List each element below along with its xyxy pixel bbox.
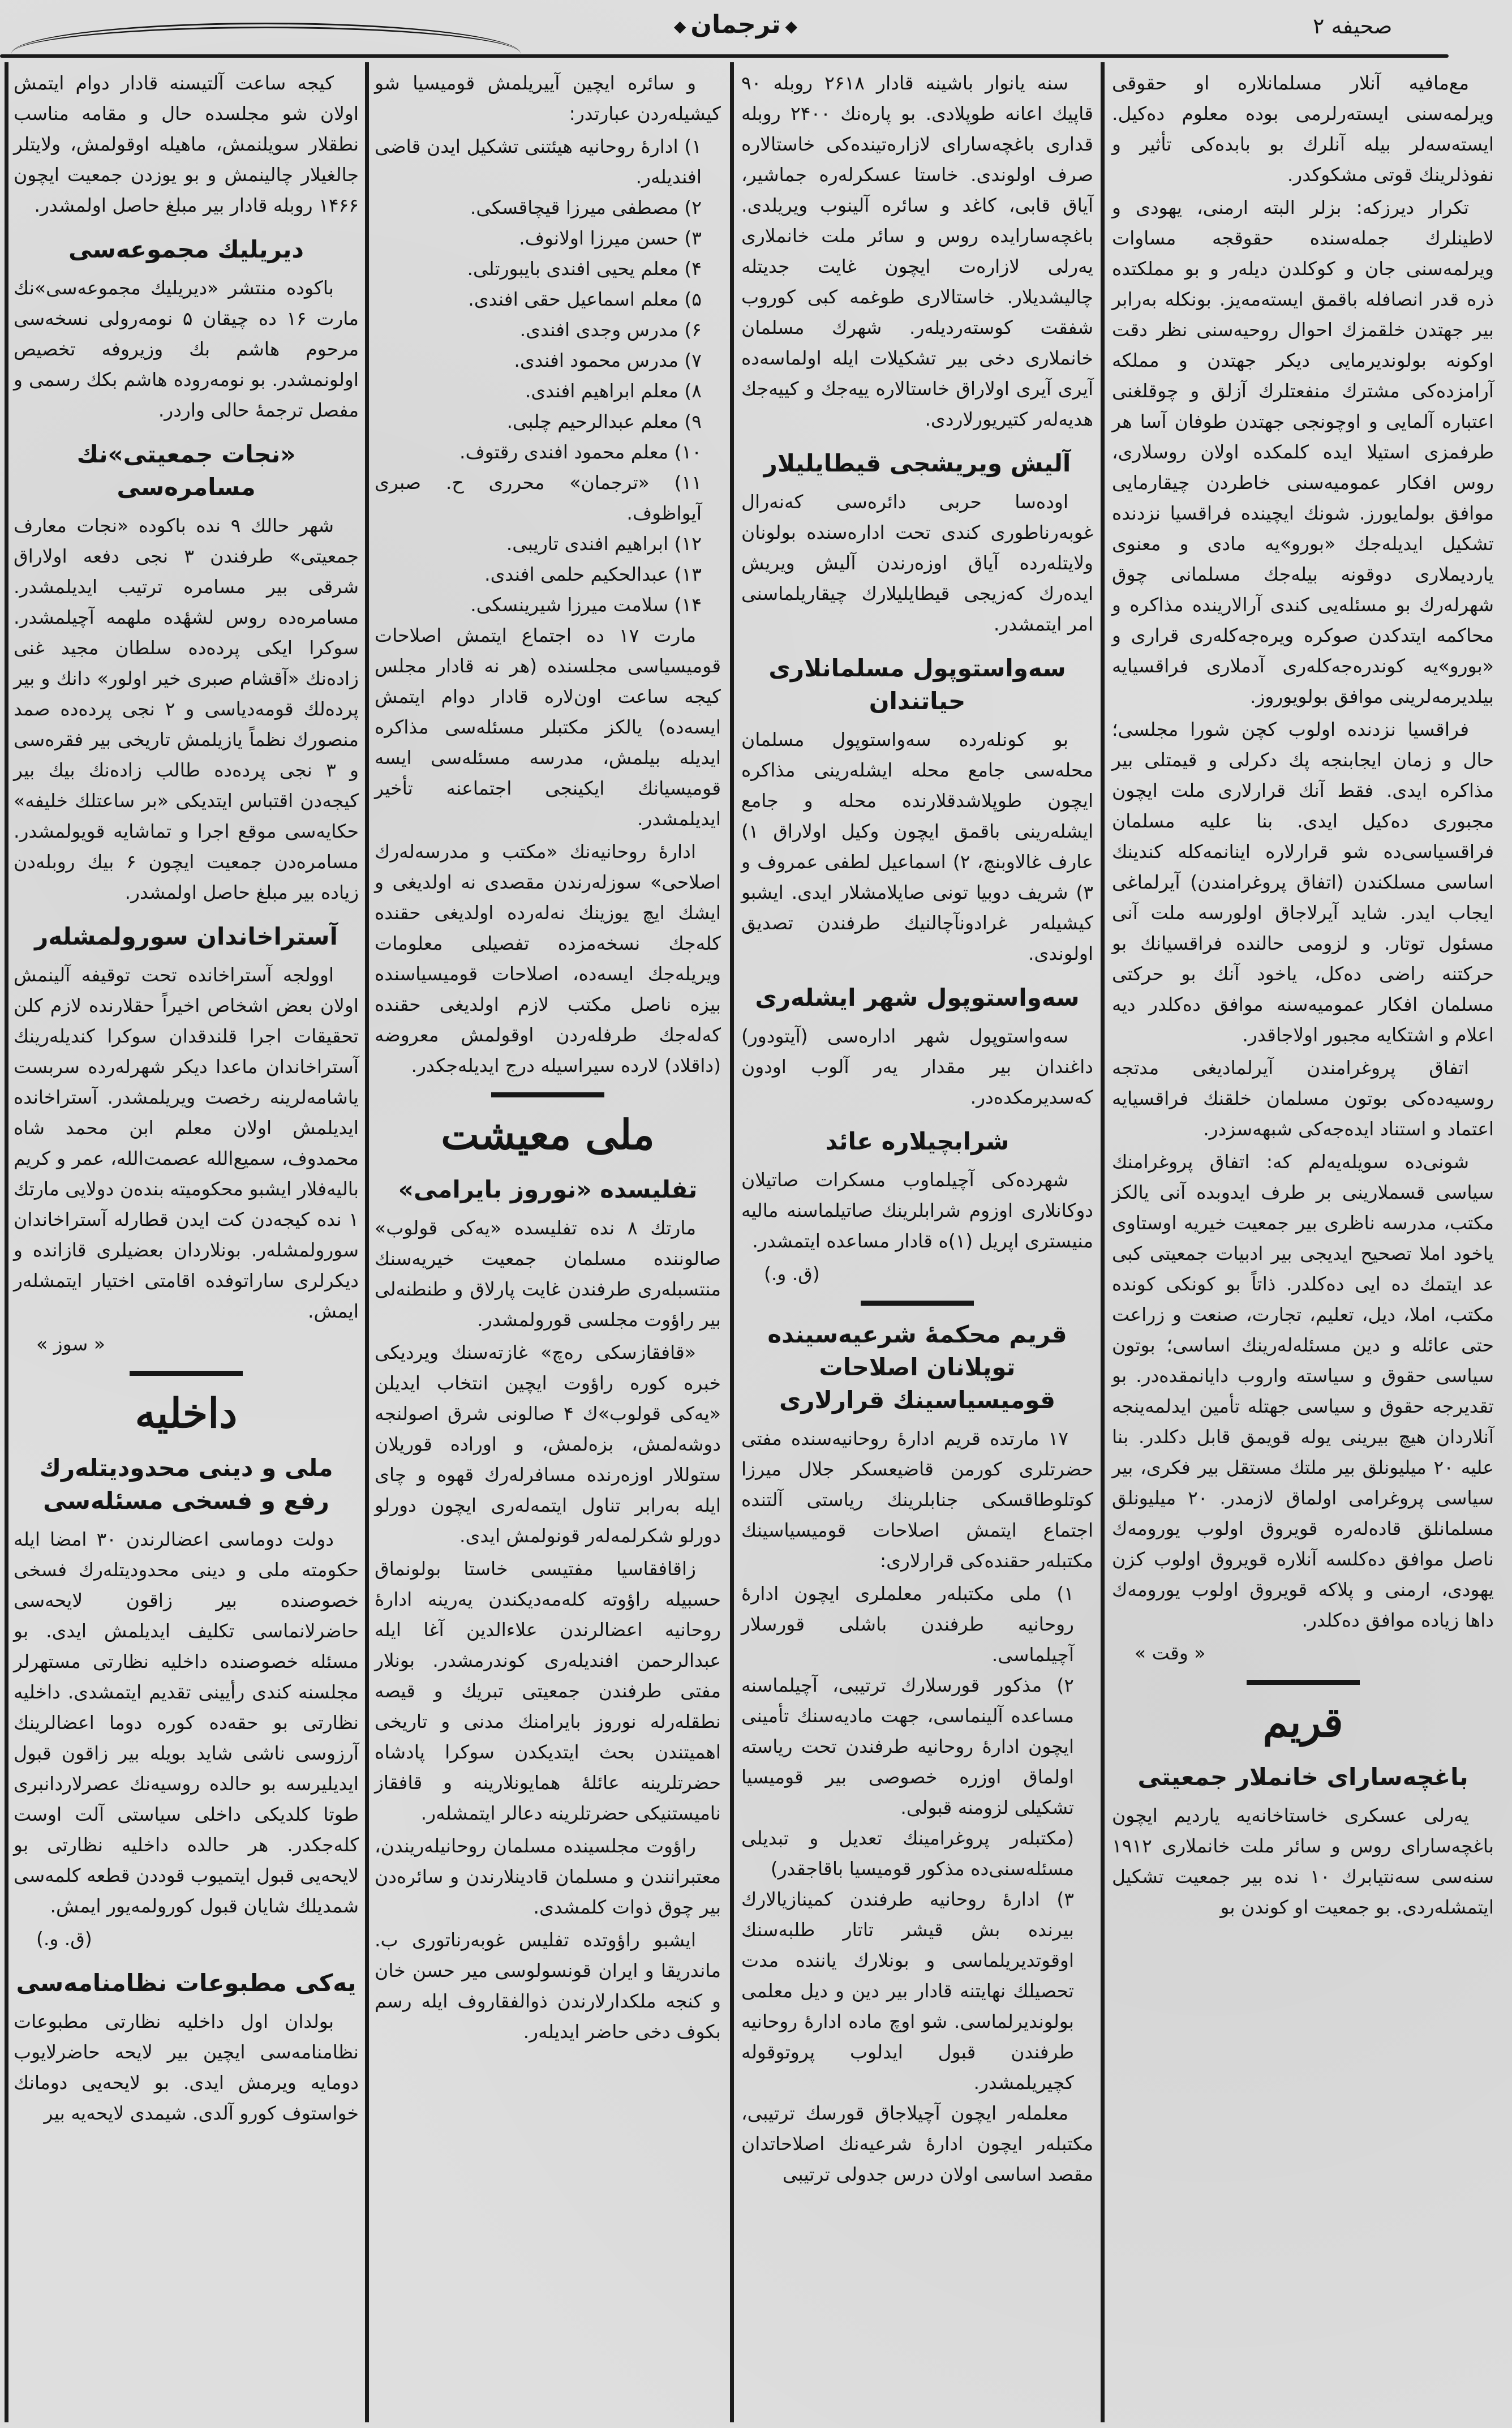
list-item: ۱۳) عبدالحکیم حلمی افندی.	[484, 563, 702, 585]
article-paragraph: سه‌واستوپول شهر اداره‌سی (آیتودور) داغندان بیر مقدار یه‌ر آلوب اودون که‌سدیرمکده‌در.	[741, 1025, 1093, 1108]
list-item: ۱۴) سلامت میرزا شیرینسکی.	[470, 594, 702, 616]
list-item: ۱۰) معلم محمود افندی رقتوف.	[459, 441, 702, 463]
article-heading: ملی و دینی محدودیتله‌رك رفع و فسخی مسئله‌سی	[39, 1454, 333, 1515]
article-heading: یه‌کی مطبوعات نظامنامه‌سی	[16, 1969, 356, 1997]
article-paragraph: ۱۷ مارتده قریم ادارهٔ روحانیه‌سنده مفتی حضرتلری کورمن قاضیعسکر جلال میرزا کوتلوطاقسکی جنابلرینك ریاستی آلتنده اجتماع ایتمش اصلاحات قومیسیاسینك مکتبله‌ر حقنده‌کی قرارلاری:	[741, 1427, 1093, 1572]
section-heading: ملی معیشت	[441, 1110, 655, 1159]
article-paragraph: اوده‌سا حربی دائره‌سی که‌نه‌رال غوبه‌رناطوری کندی تحت اداره‌سنده بولونان ولایتله‌رده آیاق اوزه‌رندن آلیش ویریش ایده‌رك که‌زیجی قیطایلیلارك چیقاریلماسنی امر ایتمشدر.	[741, 491, 1093, 635]
article-heading: آلیش ویریشجی قیطایلیلار	[763, 449, 1071, 477]
list-item: ۲) مصطفی میرزا قیچاقسکی.	[470, 196, 702, 218]
article-paragraph: سنه یانوار باشینه قادار ۲۶۱۸ روبله ۹۰ قاپیك اعانه طوپلادی. بو پاره‌نك ۲۴۰۰ روبله قداری باغچه‌سارای لازارەتینده‌کی خاستالاره صرف اولوندی. خاستا عسکرله‌ره جماشیر، آیاق قابی، کاغد و سائره آلینوب ویریلدی. باغچه‌سارایده روس و سائر ملت خانملاری یه‌رلی لازارەت ایچون غایت جدیتله چالیشدیلار. خاستالاری طوغمه کبی کوروب شفقت کوسته‌ردیلەر. شهرك مسلمان خانملاری دخی بیر تشکیلات ایله اولماسه‌ده آیری آیری اولاراق خاستالاره ییه‌جك و کییه‌جك هدیه‌لەر کتیریورلاردی.	[741, 72, 1093, 430]
column-divider	[365, 62, 369, 2422]
article-paragraph: یه‌رلی عسکری خاستاخانه‌یه یاردیم ایچون باغچه‌سارای روس و سائر ملت خانملاری ۱۹۱۲ سنه‌سی سه‌نتیابرك ۱۰ نده بیر جمعیت تشکیل ایتمشله‌ردی. بو جمعیت او کوندن بو	[1112, 1804, 1494, 1918]
article-heading: قریم محکمهٔ شرعیه‌سینده توپلانان اصلاحات قومیسیاسینك قرارلاری	[767, 1320, 1067, 1414]
section-heading: داخلیه	[135, 1389, 238, 1437]
article-paragraph: تکرار دیرزکه: بزلر البته ارمنی، یهودی و لاطینلرك جمله‌سنده حقوقجه مساوات ویرلمه‌سنی جان و کوکلدن دیلەر و بو مملکتده ذره قدر انصافله باقمق ایسته‌مه‌یز. بونکله بەرابر بیر جهتدن خلقمزك احوال روحیه‌سنی نظر دقت اوکونه بولوندیرمایی دیکر جهتدن و مملکه آرامزده‌کی مشترك منفعتلرك آزلق و چوقلغنی اعتباره آلمایی و اوچونجی جهتدن طوفان آسا هر طرفمزی استیلا ایده کلمکده اولان روسلاری، روس افکار عمومیه‌سنی خاطردن چیقارمایی موافق بولمایورز. شونك ایچینده فراقسیا نزدنده تشکیل ایدیله‌جك «بورو»یه مادی و معنوی یاردیملاری دوقونه بیله‌جك مسلمانی چوق شهرلەرك بو مسئله‌یی کندی آرالارینده مذاکره و محاکمه ایتدکدن صوکره ویره‌جه‌کلەری قراری و «بورو»یه کوندره‌جه‌کلەری آدملاری فراقسیایه بیلدیرمه‌لرینی موافق بولویوروز.	[1112, 196, 1494, 707]
article-paragraph: بولدان اول داخلیه نظارتی مطبوعات نظامنامه‌سی ایچین بیر لایحه حاضرلایوب دومایه ویرمش ایدی. بو لایحه‌یی دومانك خواستوف کورو آلدی. شیمدی لایحه‌یه بیر	[14, 2010, 359, 2124]
article-paragraph: و سائره ایچین آییریلمش قومیسیا شو کیشیله‌ردن عبارتدر:	[375, 72, 721, 125]
column-divider	[5, 62, 8, 2422]
masthead-rule	[0, 54, 1449, 58]
separator-rule	[491, 1092, 604, 1097]
article-paragraph: شهرده‌کی آچیلماوب مسکرات صاتیلان دوکانلاری اوزوم شرابلرینك صاتیلماسنه مالیه منیستری اپریل (۱)ه قادار مساعده ایتمشدر.	[741, 1169, 1093, 1252]
article-paragraph: «قافقازسکی ره‌چ» غازته‌سنك ویردیکی خبره کوره راؤوت ایچین انتخاب ایدیلن «یه‌کی قولوب»ك ۴ صالونی شرق اصولنجه دوشه‌لمش، بزه‌لمش، و اوراده قوریلان ستوللار اوزه‌رنده مسافرله‌رك قهوه و چای ایله بەرابر تناول ایتمه‌له‌ری ایچون دورلو دورلو شکرلمه‌له‌ر قونولمش ایدی.	[375, 1341, 721, 1547]
list-item: ۹) معلم عبدالرحیم چلبی.	[506, 410, 702, 432]
article-paragraph: مارتك ۸ نده تفلیسده «یه‌کی قولوب» صالوننده مسلمان جمعیت خیریه‌سنك منتسبله‌ری طرفندن غایت پارلاق و طنطنه‌لی بیر راؤوت مجلسی قورولمشدر.	[375, 1217, 721, 1331]
article-heading: سه‌واستوپول مسلمانلاری حیاتندان	[768, 654, 1066, 715]
list-item: ۱) ادارهٔ روحانیه هیئتنی تشکیل ایدن قاضی افندیله‌ر.	[375, 135, 702, 188]
masthead	[0, 0, 1512, 62]
newspaper-title: ◆ ترجمان ◆	[668, 10, 804, 39]
article-paragraph: دولت دوماسی اعضالرندن ۳۰ امضا ایله حکومته ملی و دینی محدودیتله‌رك فسخی خصوصنده بیر زاقون لایحه‌سی حاضرلانماسی تکلیف ایدیلمش ایدی. بو مسئله خصوصنده داخلیه نظارتی مستهرلر مجلسنه کندی رأیینی تقدیم ایتمشدی. داخلیه نظارتی بو حقه‌ده کوره دوما اعضالرینك آرزوسی ناشی شاید بویله بیر زاقون قبول ایدیلیرسه بو حالده روسیه‌نك عصرلاردانبری طوتا کلدیکی داخلی سیاستی آلت اوست کله‌جکدر. هر حالده داخلیه نظارتی بو لایحه‌یی قبول ایتمیوب قوددن قطعه کلمه‌سی شمدیلك شایان قبول کورولمه‌یور ایمش.	[14, 1528, 359, 1917]
page-number: صحیفه ۲	[1313, 14, 1393, 38]
article-paragraph: معلمله‌ر ایچون آچیلاجاق قورسك ترتیبی، مکتبله‌ر ایچون ادارهٔ شرعیه‌نك اصلاحاتدان مقصد اساسی اولان درس جدولی ترتیبی	[741, 2102, 1093, 2185]
article-signature: « سوز »	[36, 1333, 105, 1355]
list-item: ۱) ملی مکتبله‌ر معلملری ایچون ادارهٔ روحانیه طرفندن باشلی قورسلار آچیلماسی.	[741, 1582, 1074, 1666]
article-heading: آستراخاندان سورولمشله‌ر	[35, 923, 338, 950]
column-3	[375, 68, 721, 2049]
column-divider	[730, 62, 734, 2422]
article-paragraph: بو کونله‌رده سه‌واستوپول مسلمان محله‌سی جامع محله ایشله‌رینی مذاکره ایچون طوپلاشدقلارنده محله و جامع ایشله‌رینی باقمق ایچون وکیل اولاراق ۱) عارف غالاوبنچ، ۲) اسماعیل لطفی عمروف و ۳) شریف دوبیا تونی صایلامشلار ایدی. ایشبو کیشیله‌ر غرادونآچالنیك طرفندن تصدیق اولوندی.	[741, 728, 1093, 964]
article-signature: (ق. و.)	[764, 1263, 820, 1285]
article-paragraph: ایشبو راؤوتده تفلیس غوبه‌رناتوری ب. ماندریقا و ایران قونسولوسی میر حسن خان و کنجه ملکدارلارندن ذوالفقاروف ایله رسم بکوف دخی حاضر ایدیله‌ر.	[375, 1929, 721, 2043]
list-item: ۶) مدرس وجدی افندی.	[519, 319, 702, 341]
article-heading: شرابچیلاره عائد	[825, 1127, 1010, 1155]
article-signature: « وقت »	[1135, 1642, 1206, 1664]
separator-rule	[1247, 1680, 1360, 1685]
column-1	[1112, 68, 1494, 1925]
list-item: ۳) ادارهٔ روحانیه طرفندن کمینازیالارك بیرنده بش قیشر تاتار طلبه‌سنك اوقوتدیریلماسی و بونلارك یاننده مدت تحصیلك نهایتنه قادار بیر دین و دیل معلمی بولوندیرلماسی. شو اوچ ماده ادارهٔ روحانیه طرفندن قبول ایدلوب پروتوقوله کچیریلمشدر.	[741, 1888, 1074, 2094]
article-heading: سه‌واستوپول شهر ایشله‌ری	[755, 984, 1080, 1011]
article-paragraph: کیجه ساعت آلتیسنه قادار دوام ایتمش اولان شو مجلسده حال و مقامه مناسب نطقلار سویلنمش، ماهیله اوقولمش، ولایتلر جالغیلار چالینمش و بو یوزدن جمعیت ایچون ۱۴۶۶ روبله قادار بیر مبلغ حاصل اولمشدر.	[14, 72, 359, 216]
article-paragraph: اوولجه آستراخانده تحت توقیفه آلینمش اولان بعض اشخاص اخیراً حقلارنده لازم کلن تحقیقات اجرا قلندقدان سوکرا کندیله‌رینك آستراخاندان ماعدا دیکر شهرله‌رده سربست یاشامه‌لرینه رخصت ویریلمشدر. آستراخانده ایدیلمش اولان معلم ابن محمد شاه محمدوف، سمیع‌الله عصمت‌الله، عمر و کریم بالیه‌فلار ایشبو محکومیته بنده‌ن دولایی مارتك ۱ نده کیجه‌دن کت ایدن قطارله آستراخاندان سورولمشله‌ر. بونلاردان بعضیلری قازانده و دیکرلری ساراتوفده اقامتی اختیار ایتمشله‌ر ایمش.	[14, 964, 359, 1322]
column-4	[14, 68, 359, 2131]
separator-rule	[130, 1371, 243, 1376]
column-2	[741, 68, 1093, 2192]
list-item: ۱۱) «ترجمان» محرری ح. صبری آیواظوف.	[375, 471, 702, 524]
article-paragraph: راؤوت مجلسینده مسلمان روحانیله‌ریندن، معتبرانندن و مسلمان قادینلارندن و سائره‌دن بیر چوق ذوات کلمشدی.	[375, 1835, 721, 1918]
list-item: ۱۲) ابراهیم افندی تاریبی.	[506, 533, 702, 555]
article-paragraph: مع‌مافیه آنلار مسلمانلاره او حقوقی ویرلمه‌سنی ایسته‌رلرمی بوده معلوم ده‌کیل. ایسته‌سه‌لر بیله آنلرك بو بابده‌کی تأثیر و نفوذلرینك قوتی مشکوکدر.	[1112, 72, 1494, 186]
separator-rule	[861, 1301, 974, 1306]
list-item: (مکتبله‌ر پروغرامینك تعدیل و تبدیلی مسئله‌سنی‌ده مذکور قومیسیا باقاجقدر)	[741, 1827, 1074, 1880]
article-paragraph: باکوده منتشر «دیریلیك مجموعه‌سی»نك مارت ۱۶ ده چیقان ۵ نومه‌رولی نسخه‌سی مرحوم هاشم بك وزیروفه تخصیص اولونمشدر. بو نومه‌روده هاشم بکك رسمی و مفصل ترجمهٔ حالی واردر.	[14, 277, 359, 421]
list-item: ۳) حسن میرزا اولانوف.	[519, 227, 702, 249]
article-paragraph: شونی‌ده سویله‌یه‌لم که: اتفاق پروغرامنك سیاسی قسملارینی بر طرف ایدوبده آنی یالکز مکتب، مدرسه ناظری بیر جمعیت خیریه اوستاوی یاخود املا تصحیح ایدیجی بیر ادبیات جمعیتی کبی عد ایتمك ده ایی ده‌کلدر. ذاتاً بو کونکی کونده مکتب، املا، دیل، تعلیم، تجارت، صنعت و زراعت حتی عائله و دین مسئله‌لەرینك اساسی؛ بوتون سیاسی حقوق و سیاسته واروب دایانمقده‌در. بو تقدیرجه حقوق و سیاسی جهتله تأمین ایدلمه‌ینجه آنلاردان هیچ بیرینی یوله قویمق قابل دکلدر. بنا علیه ۲۰ میلیونلق بیر ملتك مستقل بیر فکری، بیر سیاسی پروغرامی اولماق لازمدر. ۲۰ میلیونلق مسلمانلق قاده‌لەره قویروق اولوب یورومه‌ك ناصل موافق ده‌کلسه آنلاره قویروق اولوب کزن یهودی، ارمنی و پلاکه قویروق اولوب یورومه‌ك داها زیاده موافق ده‌کلدر.	[1112, 1151, 1494, 1631]
list-item: ۲) مذکور قورسلارك ترتیبی، آچیلماسنه مساعده آلینماسی، جهت مادیه‌سنك تأمینی ایچون ادارهٔ روحانیه طرفندن تحت ریاسته اولماق اوزره خصوصی بیر قومیسیا تشکیلی لزومنه قبولی.	[741, 1674, 1074, 1818]
article-heading: «نجات جمعیتی»نك مسامره‌سی	[76, 440, 296, 501]
article-paragraph: شهر حالك ۹ نده باکوده «نجات معارف جمعیتی» طرفندن ۳ نجی دفعه اولاراق شرقی بیر مسامره ترتیب ایدیلمشدر. مسامره‌ده روس لشهٔده ملهمه آچیلمشدر. سوکرا ایکی پرده‌ده سلطان مجید غنی زاده‌نك «آقشام صبری خیر اولور» دانك و بیر پرده‌لك قومه‌دیاسی و ۲ نجی پرده‌ده صمد منصورك نظماً یازیلمش تاریخی بیر فقره‌سی و ۳ نجی پرده‌ده طالب زاده‌نك بیك بیر کیجه‌دن اقتباس ایتدیکی «بر ساعتلك خلیفه» حکایه‌سی موقع اجرا و تماشایه قویولمشدر. مسامره‌دن جمعیت ایچون ۶ بیك روبله‌دن زیاده بیر مبلغ حاصل اولمشدر.	[14, 514, 359, 903]
list-item: ۵) معلم اسماعیل حقی افندی.	[468, 288, 702, 310]
article-paragraph: اتفاق پروغرامندن آیرلمادیغی مدتجه روسیه‌ده‌کی بوتون مسلمان خلقنك فراقسیایه اعتماد و استناد ایده‌جه‌کی شبهه‌سزدر.	[1112, 1057, 1494, 1140]
article-paragraph: مارت ۱۷ ده اجتماع ایتمش اصلاحات قومیسیاسی مجلسنده (هر نه قادار مجلس کیجه ساعت اون‌لاره قادار دوام ایتمش ایسه‌ده) یالکز مکتبلر مسئله‌سی مذاکره ایدیله بیلمش، مدرسه مسئله‌سی ایسه قومیسیانك ایکینجی اجتماعنه تأخیر ایدیلمشدر.	[375, 624, 721, 830]
article-paragraph: فراقسیا نزدنده اولوب کچن شورا مجلسی؛ حال و زمان ایجابنجه پك دکرلی و قیمتلی بیر مذاکره ایدی. فقط آنك قرارلاری ملت ایچون مجبوری ده‌کیل ایدی. بنا علیه مسلمان فراقسیاسی‌ده شو قرارلاره اینانمه‌کله کندینك اساسی مسلکندن (اتفاق پروغرامندن) آیرلماغی ایجاب ایدر. شاید آیرلاجاق اولورسه ملت آنی مسئول توتار. و لزومی حالنده فراقسیانك بو حرکتنه راضی ده‌کل، یاخود آنك بو حرکتی مسلمان افکار عمومیه‌سنه موافق ده‌کلدر دیه اعلام و اشتکایه مجبور اولاجاقدر.	[1112, 718, 1494, 1046]
list-item: ۸) معلم ابراهیم افندی.	[525, 380, 702, 402]
section-heading: قریم	[1262, 1698, 1343, 1746]
article-heading: باغچه‌سارای خانملار جمعیتی	[1137, 1763, 1468, 1791]
article-heading: دیریلیك مجموعه‌سی	[68, 235, 304, 263]
article-signature: (ق. و.)	[36, 1928, 92, 1950]
column-divider	[1101, 62, 1105, 2422]
article-heading: تفلیسده «نوروز بایرامی»	[398, 1176, 698, 1203]
article-paragraph: زاقافقاسیا مفتیسی خاستا بولونماق حسبیله راؤوته کله‌مه‌دیکندن یه‌رینه ادارهٔ روحانیه اعضالرندن علاءالدین آغا ایله عبدالرحمن افندیله‌ری کوندرمشدر. بونلار مفتی طرفندن جمعیتی تبریك و قیصه نطقله‌رله نوروز بایرامنك مدنی و تاریخی اهمیتندن بحث ایتدیکدن سوکرا پادشاه حضرتلرینه عائلهٔ همایونلارینه و قافقاز نامیستنیکی حضرتلرینه دعالر ایتمشله‌ر.	[375, 1558, 721, 1824]
list-item: ۴) معلم یحیی افندی بایبورتلی.	[467, 258, 702, 280]
list-item: ۷) مدرس محمود افندی.	[514, 349, 702, 371]
article-paragraph: ادارهٔ روحانیه‌نك «مکتب و مدرسه‌لەرك اصلاحی» سوزله‌رندن مقصدی نه اولدیغی و ایشك ایچ یوزینك نه‌له‌رده اولدیغی حقنده کله‌جك نسخه‌مزده تفصیلی معلومات ویریله‌جك ایسه‌ده، اصلاحات قومیسیاسنده بیزه ناصل مکتب لازم اولدیغی حقنده که‌له‌جك طرفله‌ردن اوقولمش معروضه (داقلاد) لارده سیراسیله درج ایدیله‌جکدر.	[375, 840, 721, 1076]
